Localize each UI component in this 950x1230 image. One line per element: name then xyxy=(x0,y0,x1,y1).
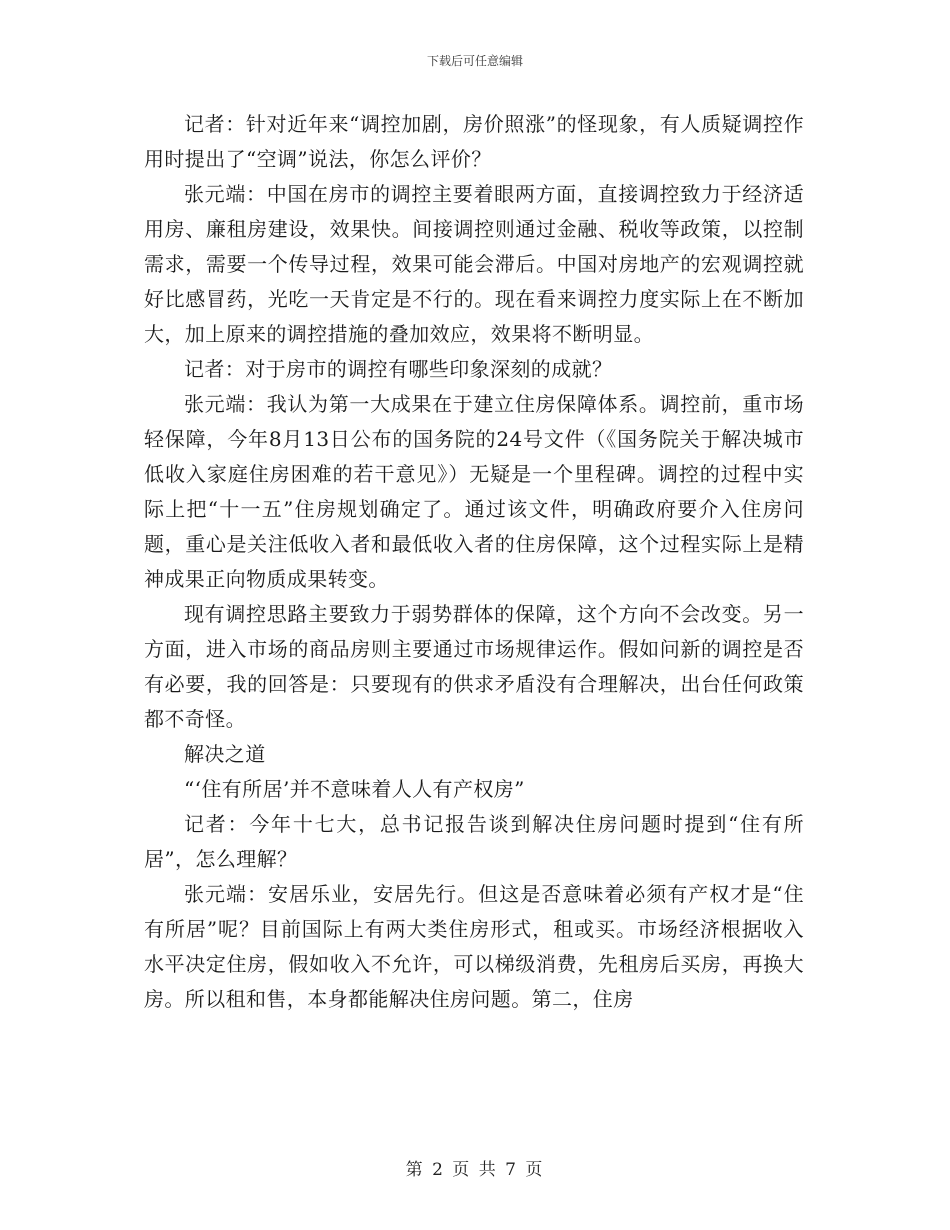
section-subheading: “‘住有所居’并不意味着人人有产权房” xyxy=(184,777,525,801)
page-number: 第 2 页 共 7 页 xyxy=(405,1160,545,1180)
paragraph: 现有调控思路主要致力于弱势群体的保障，这个方向不会改变。另一方面，进入市场的商品房则主要通过市场规律运作。假如问新的调控是否有必要，我的回答是：只要现有的供求矛盾没有合理解决，出台任何政策都不奇怪。 xyxy=(144,602,804,731)
paragraph: 记者：针对近年来“调控加剧，房价照涨”的怪现象，有人质疑调控作用时提出了“空调”说法，你怎么评价？ xyxy=(144,112,804,171)
paragraph: 记者：对于房市的调控有哪些印象深刻的成就？ xyxy=(184,357,613,381)
paragraph: 张元端：我认为第一大成果在于建立住房保障体系。调控前，重市场轻保障，今年8月13日公布的国务院的24号文件（《国务院关于解决城市低收入家庭住房困难的若干意见》）无疑是一个里程碑。调控的过程中实际上把“十一五”住房规划确定了。通过该文件，明确政府要介入住房问题，重心是关注低收入者和最低收入者的住房保障，这个过程实际上是精神成果正向物质成果转变。 xyxy=(144,392,804,591)
section-heading: 解决之道 xyxy=(184,742,266,766)
paragraph: 记者：今年十七大，总书记报告谈到解决住房问题时提到“住有所居”，怎么理解？ xyxy=(144,812,804,871)
document-body xyxy=(144,107,804,1017)
paragraph: 张元端：安居乐业，安居先行。但这是否意味着必须有产权才是“住有所居”呢？目前国际上有两大类住房形式，租或买。市场经济根据收入水平决定住房，假如收入不允许，可以梯级消费，先租房后买房，再换大房。所以租和售，本身都能解决住房问题。第二，住房 xyxy=(144,882,804,1011)
paragraph: 张元端：中国在房市的调控主要着眼两方面，直接调控致力于经济适用房、廉租房建设，效果快。间接调控则通过金融、税收等政策，以控制需求，需要一个传导过程，效果可能会滞后。中国对房地产的宏观调控就好比感冒药，光吃一天肯定是不行的。现在看来调控力度实际上在不断加大，加上原来的调控措施的叠加效应，效果将不断明显。 xyxy=(144,182,804,346)
page-header: 下载后可任意编辑 xyxy=(426,54,523,68)
